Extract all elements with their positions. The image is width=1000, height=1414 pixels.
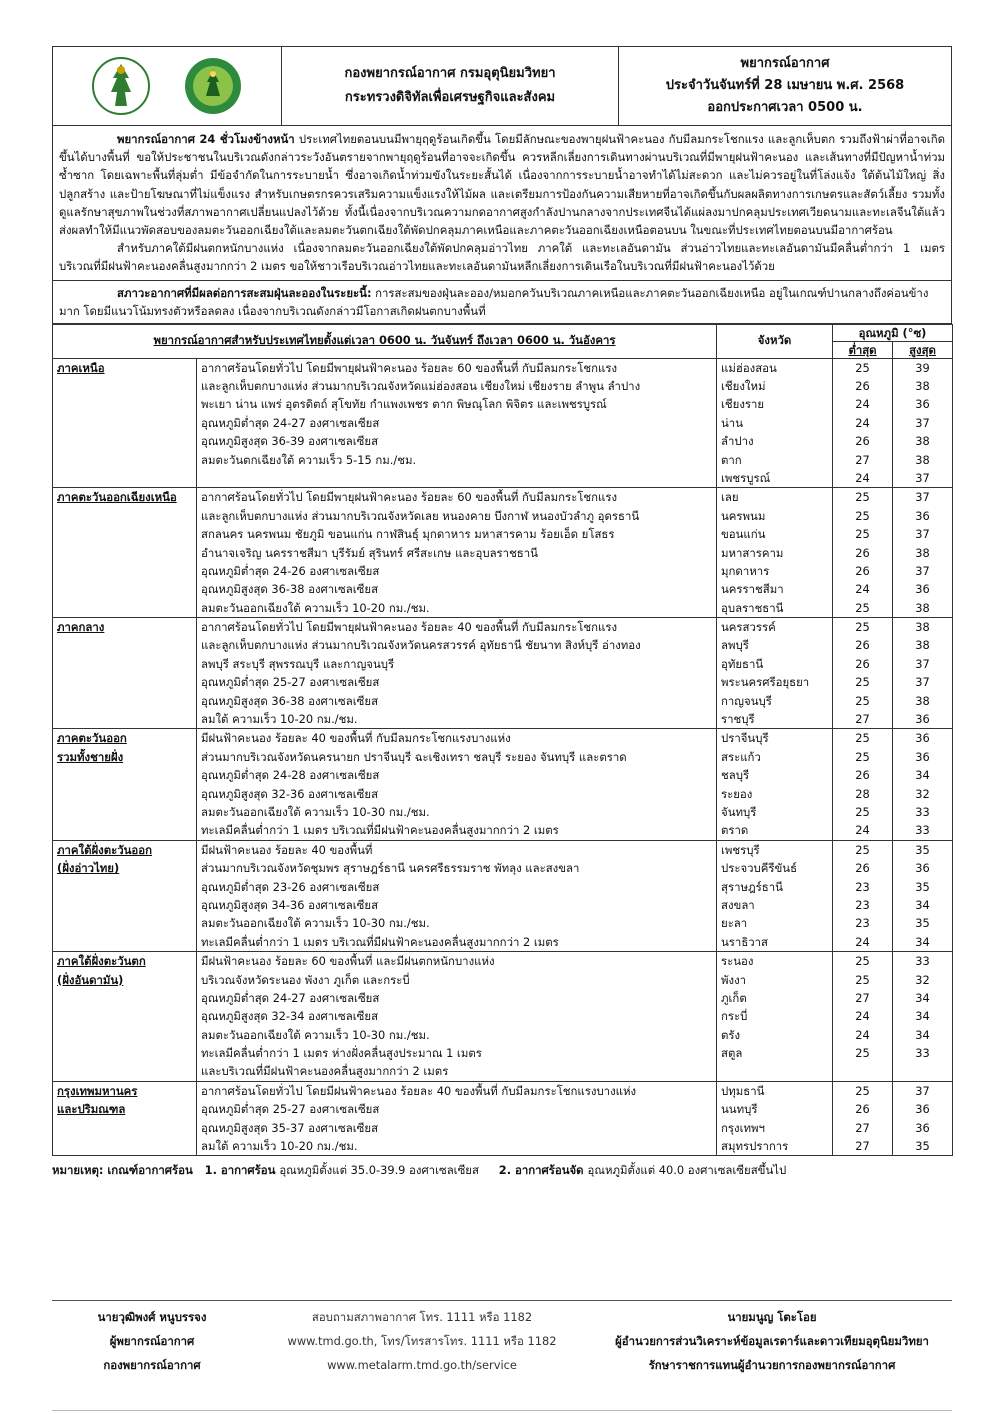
region-name-line: ภาคตะวันออก: [57, 731, 127, 746]
min-temp-list-cell: 23: [855, 879, 870, 894]
province-list-cell: พังงา: [721, 972, 747, 987]
min-temp-list-cell: 27: [855, 990, 870, 1005]
min-temp-list-cell: 26: [855, 638, 870, 653]
min-temp-list-cell: 25: [855, 972, 870, 987]
max-temp-list-cell: 35: [915, 879, 930, 894]
min-temp-list-cell: 26: [855, 1102, 870, 1117]
max-temp-list-cell: 36: [915, 1102, 930, 1117]
province-list-cell: จันทบุรี: [721, 805, 757, 819]
min-temp-list-cell: 26: [855, 768, 870, 783]
max-temp-list-cell: 36: [915, 508, 930, 523]
max-temp-list-cell: 33: [915, 823, 930, 838]
region-name: [53, 952, 197, 1082]
table-heading: พยากรณ์อากาศสำหรับประเทศไทยตั้งแต่เวลา 0600 น. วันจันทร์ ถึงเวลา 0600 น. วันอังคาร: [53, 324, 717, 358]
province-list-cell: มหาสารคาม: [721, 545, 784, 560]
max-temp-list: [893, 488, 953, 618]
min-temp-list: [833, 840, 893, 951]
min-temp-list-cell: 24: [855, 823, 870, 838]
province-list-cell: สระแก้ว: [721, 749, 761, 764]
min-temp-list-cell: 25: [855, 805, 870, 819]
max-temp-list-cell: 37: [915, 527, 930, 542]
summary-text: ประเทศไทยตอนบนมีพายุฤดูร้อนเกิดขึ้น โดยมีลักษณะของพายุฝนฟ้าคะนอง กับมีลมกระโชกแรง และลูกเห็บตก รวมถึงฟ้าผ่าที่อาจเกิดขึ้นได้บางพื้นที่ ขอให้ประชาชนในบริเวณดังกล่าวระวังอันตรายจากพายุฤดูร้อนที่อาจจะเกิดขึ้น ควรหลีกเลี่ยงการเดินทางผ่านบริเวณที่มีพายุฝนฟ้าคะนอง และเส้นทางที่มีปัญหาน้ำท่วมซ้ำซาก โดยเฉพาะพื้นที่ลุ่มต่ำ มีข้อจำกัดในการระบายน้ำ ซึ่งอาจเกิดน้ำท่วมขังในระยะสั้นได้ เนื่องจากการระบายน้ำอาจทำได้ไม่สะดวก และไม่ควรอยู่ในที่โล่งแจ้ง ใต้ต้นไม้ใหญ่ สิ่งปลูกสร้าง และป้ายโฆษณาที่ไม่แข็งแรง สำหรับเกษตรกรควรเสริมความแข็งแรงให้ไม้ผล และเตรียมการป้องกันความเสียหายที่อาจเกิดขึ้นกับผลผลิตทางการเกษตรและสัตว์เลี้ยง รวมทั้งดูแลรักษาสุขภาพในช่วงที่สภาพอากาศเปลี่ยนแปลงไว้ด้วย ทั้งนี้เนื่องจากบริเวณความกดอากาศสูงกำลังปานกลางจากประเทศจีนได้แผ่ลงมาปกคลุมประเทศเวียดนามและทะเลจีนใต้แล้ว ส่งผลทำให้มีแนวพัดสอบของลมตะวันออกเฉียงใต้และลมตะวันตกเฉียงใต้พัดปกคลุมภาคเหนือและภาคตะวันออกเฉียงเหนือตอนบน ในขณะที่ประเทศไทยตอนบนมีอากาศร้อน: [59, 132, 945, 238]
min-temp-list-cell: 25: [855, 693, 870, 708]
province-list-cell: ตาก: [721, 452, 742, 467]
note-lead: หมายเหตุ: เกณฑ์อากาศร้อน: [52, 1163, 193, 1178]
province-list: [717, 618, 833, 729]
province-list-cell: กรุงเทพฯ: [721, 1120, 765, 1135]
forecaster-division: กองพยากรณ์อากาศ: [103, 1358, 201, 1372]
min-temp-list-cell: 24: [855, 1009, 870, 1024]
forecast-line: [201, 469, 712, 487]
min-temp-list: [833, 1081, 893, 1156]
forecast-line: และลูกเห็บตกบางแห่ง ส่วนมากบริเวณจังหวัดนครสวรรค์ อุทัยธานี ชัยนาท สิงห์บุรี อ่างทอง: [201, 638, 641, 653]
province-list-cell: นครสวรรค์: [721, 620, 776, 635]
region-name-line: (ฝั่งอันดามัน): [57, 972, 124, 987]
note-c1-text: อุณหภูมิตั้งแต่ 35.0-39.9 องศาเซลเซียส: [279, 1163, 479, 1178]
max-temp-list-cell: 38: [915, 452, 930, 467]
forecast-line: อุณหภูมิต่ำสุด 24-27 องศาเซลเซียส: [201, 415, 380, 430]
province-list-cell: ลพบุรี: [721, 638, 749, 653]
max-temp-list-cell: 36: [915, 731, 930, 746]
forecast-line: ลพบุรี สระบุรี สุพรรณบุรี และกาญจนบุรี: [201, 656, 395, 671]
dust-lead: สภาวะอากาศที่มีผลต่อการสะสมฝุ่นละอองในระยะนี้:: [117, 285, 372, 300]
region-forecast: [197, 618, 717, 729]
max-temp-list-cell: 36: [915, 397, 930, 412]
max-temp-list-cell: 34: [915, 1027, 930, 1042]
max-temp-list-cell: 33: [915, 954, 930, 969]
max-temp-list-cell: 37: [915, 1083, 930, 1098]
min-temp-list: [833, 729, 893, 840]
min-temp-list-cell: 23: [855, 916, 870, 931]
forecast-line: อากาศร้อนโดยทั่วไป โดยมีฝนฟ้าคะนอง ร้อยละ 40 ของพื้นที่ กับมีลมกระโชกแรงบางแห่ง: [201, 1083, 637, 1098]
min-temp-list-cell: 25: [855, 360, 870, 375]
region-row: [53, 952, 953, 1082]
province-list: [717, 840, 833, 951]
province-list-cell: สงขลา: [721, 897, 755, 912]
forecast-line: อุณหภูมิต่ำสุด 24-28 องศาเซลเซียส: [201, 768, 380, 783]
min-temp-list-cell: 24: [855, 582, 870, 597]
province-list-cell: มุกดาหาร: [721, 563, 770, 578]
min-temp-list: [833, 358, 893, 488]
min-temp-list: [833, 488, 893, 618]
doc-date: ประจำวันจันทร์ที่ 28 เมษายน พ.ศ. 2568: [665, 78, 905, 93]
director-name: นายมนูญ โตะโอย: [727, 1310, 817, 1324]
min-temp-list: [833, 952, 893, 1082]
forecast-line: อุณหภูมิต่ำสุด 25-27 องศาเซลเซียส: [201, 1102, 380, 1117]
title-block: [619, 47, 951, 125]
max-temp-list: [893, 618, 953, 729]
province-list-cell: กระบี่: [721, 1009, 748, 1024]
min-temp-list-cell: 26: [855, 379, 870, 394]
province-list: [717, 358, 833, 488]
region-forecast: [197, 952, 717, 1082]
min-temp-list-cell: 26: [855, 434, 870, 449]
bottom-rule: [52, 1410, 952, 1411]
province-list-cell: ตราด: [721, 823, 749, 838]
region-forecast: [197, 840, 717, 951]
table-body: [53, 358, 953, 1156]
min-temp-list: [833, 618, 893, 729]
max-temp-list-cell: 36: [915, 861, 930, 876]
max-temp-list-cell: 36: [915, 712, 930, 727]
note-c2-label: 2. อากาศร้อนจัด: [498, 1163, 584, 1178]
summary-para1: [59, 130, 945, 239]
max-temp-list-cell: 36: [915, 582, 930, 597]
max-temp-list: [893, 840, 953, 951]
max-temp-list-cell: 34: [915, 897, 930, 912]
max-temp-list-cell: 37: [915, 563, 930, 578]
region-name: [53, 729, 197, 840]
province-list-cell: [721, 1062, 828, 1080]
forecast-line: อุณหภูมิสูงสุด 32-34 องศาเซลเซียส: [201, 1009, 379, 1024]
footer: [52, 1300, 952, 1377]
forecast-line: อุณหภูมิต่ำสุด 25-27 องศาเซลเซียส: [201, 675, 380, 690]
max-temp-list-cell: 38: [915, 545, 930, 560]
max-temp-list-cell: 33: [915, 1046, 930, 1061]
region-row: [53, 840, 953, 951]
region-name-line: กรุงเทพมหานคร: [57, 1083, 138, 1098]
province-list-cell: สมุทรปราการ: [721, 1139, 789, 1154]
max-temp-list-cell: 38: [915, 434, 930, 449]
min-temp-list-cell: 25: [855, 527, 870, 542]
col-temp: อุณหภูมิ (°ซ): [833, 324, 953, 341]
region-name: [53, 1081, 197, 1156]
note-c1-label: 1. อากาศร้อน: [204, 1163, 276, 1178]
min-temp-list-cell: 25: [855, 1046, 870, 1061]
province-list: [717, 488, 833, 618]
min-temp-list-cell: 25: [855, 508, 870, 523]
min-temp-list-cell: 25: [855, 490, 870, 505]
table-header-row: [53, 324, 953, 341]
province-list-cell: นครราชสีมา: [721, 582, 784, 597]
province-list-cell: ปราจีนบุรี: [721, 731, 769, 746]
max-temp-list-cell: 37: [915, 675, 930, 690]
province-list-cell: นนทบุรี: [721, 1102, 758, 1117]
province-list-cell: ยะลา: [721, 916, 748, 931]
forecast-line: อุณหภูมิต่ำสุด 24-26 องศาเซลเซียส: [201, 563, 380, 578]
province-list-cell: สตูล: [721, 1046, 743, 1061]
province-list-cell: ตรัง: [721, 1027, 741, 1042]
forecast-line: ส่วนมากบริเวณจังหวัดชุมพร สุราษฎร์ธานี นครศรีธรรมราช พัทลุง และสงขลา: [201, 861, 580, 876]
min-temp-list-cell: 25: [855, 749, 870, 764]
province-list-cell: สุราษฎร์ธานี: [721, 879, 783, 894]
max-temp-list-cell: 34: [915, 990, 930, 1005]
min-temp-list-cell: 25: [855, 731, 870, 746]
province-list-cell: ชลบุรี: [721, 768, 750, 783]
min-temp-list-cell: 23: [855, 897, 870, 912]
max-temp-list: [893, 952, 953, 1082]
province-list-cell: ภูเก็ต: [721, 990, 747, 1005]
doc-title: พยากรณ์อากาศ: [740, 56, 830, 71]
province-list-cell: ระนอง: [721, 954, 754, 969]
province-list: [717, 952, 833, 1082]
max-temp-list-cell: 35: [915, 1139, 930, 1154]
dust-text: การสะสมของฝุ่นละออง/หมอกควันบริเวณภาคเหนือและภาคตะวันออกเฉียงเหนือ อยู่ในเกณฑ์ปานกลางถึงค่อนข้างมาก โดยมีแนวโน้มทรงตัวหรือลดลง เนื่องจากบริเวณดังกล่าวมีโอกาสเกิดฝนตกบางพื้นที่: [59, 285, 929, 318]
director-acting-role: รักษาราชการแทนผู้อำนวยการกองพยากรณ์อากาศ: [648, 1358, 896, 1372]
min-temp-list-cell: 25: [855, 954, 870, 969]
min-temp-list-cell: 25: [855, 620, 870, 635]
region-row: [53, 488, 953, 618]
min-temp-list-cell: 24: [855, 415, 870, 430]
min-temp-list-cell: 24: [855, 397, 870, 412]
max-temp-list-cell: 36: [915, 749, 930, 764]
province-list-cell: นราธิวาส: [721, 934, 769, 949]
region-name: [53, 840, 197, 951]
min-temp-list-cell: 26: [855, 656, 870, 671]
forecast-line: สกลนคร นครพนม ชัยภูมิ ขอนแก่น กาฬสินธุ์ มุกดาหาร มหาสารคาม ร้อยเอ็ด ยโสธร: [201, 527, 615, 542]
max-temp-list-cell: 33: [915, 805, 930, 819]
region-name-line: (ฝั่งอ่าวไทย): [57, 861, 120, 876]
max-temp-list-cell: 39: [915, 360, 930, 375]
region-forecast: [197, 358, 717, 488]
director-role: ผู้อำนวยการส่วนวิเคราะห์ข้อมูลเรดาร์และดาวเทียมอุตุนิยมวิทยา: [615, 1334, 929, 1348]
forecast-line: มีฝนฟ้าคะนอง ร้อยละ 40 ของพื้นที่ กับมีลมกระโชกแรงบางแห่ง: [201, 731, 511, 746]
region-name-line: ภาคกลาง: [57, 620, 105, 635]
col-province: จังหวัด: [717, 324, 833, 358]
contact-website[interactable]: www.tmd.go.th, โทร/โทรสารโทร. 1111 หรือ 1182: [287, 1334, 557, 1348]
province-list-cell: อุทัยธานี: [721, 656, 764, 671]
region-forecast: [197, 1081, 717, 1156]
region-forecast: [197, 488, 717, 618]
max-temp-list-cell: 37: [915, 656, 930, 671]
forecast-line: และลูกเห็บตกบางแห่ง ส่วนมากบริเวณจังหวัดแม่ฮ่องสอน เชียงใหม่ เชียงราย ลำพูน ลำปาง: [201, 379, 641, 394]
region-row: [53, 729, 953, 840]
forecaster-role: ผู้พยากรณ์อากาศ: [109, 1334, 195, 1348]
col-max: สูงสุด: [893, 341, 953, 358]
province-list-cell: อุบลราชธานี: [721, 600, 784, 615]
forecast-line: อุณหภูมิสูงสุด 36-38 องศาเซลเซียส: [201, 582, 379, 597]
forecast-table: [52, 324, 953, 1157]
region-name-line: และปริมณฑล: [57, 1102, 126, 1117]
province-list-cell: กาญจนบุรี: [721, 693, 772, 708]
forecast-line: มีฝนฟ้าคะนอง ร้อยละ 40 ของพื้นที่: [201, 842, 373, 857]
forecast-line: ลมตะวันออกเฉียงใต้ ความเร็ว 10-20 กม./ชม.: [201, 600, 430, 615]
org-line2: กระทรวงดิจิทัลเพื่อเศรษฐกิจและสังคม: [344, 90, 556, 105]
region-name-line: รวมทั้งชายฝั่ง: [57, 749, 124, 764]
note: [52, 1162, 952, 1180]
province-list-cell: เลย: [721, 490, 739, 505]
forecast-line: ลมใต้ ความเร็ว 10-20 กม./ชม.: [201, 1139, 358, 1154]
forecast-line: บริเวณจังหวัดระนอง พังงา ภูเก็ต และกระบี่: [201, 972, 410, 987]
forecast-line: อุณหภูมิต่ำสุด 23-26 องศาเซลเซียส: [201, 879, 380, 894]
province-list-cell: ประจวบคีรีขันธ์: [721, 861, 798, 876]
min-temp-list-cell: 25: [855, 600, 870, 615]
forecast-line: ลมตะวันออกเฉียงใต้ ความเร็ว 10-30 กม./ชม.: [201, 1027, 430, 1042]
max-temp-list-cell: [893, 1062, 952, 1080]
min-temp-list-cell: 25: [855, 842, 870, 857]
footer-contact: [252, 1305, 592, 1377]
note-c2-text: อุณหภูมิตั้งแต่ 40.0 องศาเซลเซียสขึ้นไป: [587, 1163, 787, 1178]
max-temp-list-cell: 37: [915, 470, 930, 485]
min-temp-list-cell: 27: [855, 712, 870, 727]
region-name-line: ภาคเหนือ: [57, 360, 105, 375]
region-name: [53, 618, 197, 729]
summary: [52, 126, 952, 281]
forecast-line: ทะเลมีคลื่นต่ำกว่า 1 เมตร บริเวณที่มีฝนฟ้าคะนองคลื่นสูงมากกว่า 2 เมตร: [201, 934, 559, 949]
max-temp-list-cell: 32: [915, 786, 930, 801]
max-temp-list: [893, 729, 953, 840]
min-temp-list-cell: 24: [855, 470, 870, 485]
max-temp-list-cell: 38: [915, 600, 930, 615]
min-temp-list-cell: 28: [855, 786, 870, 801]
province-list-cell: น่าน: [721, 415, 743, 430]
min-temp-list-cell: 27: [855, 1139, 870, 1154]
region-name-line: ภาคใต้ฝั่งตะวันออก: [57, 842, 152, 857]
region-forecast: [197, 729, 717, 840]
forecast-line: อุณหภูมิต่ำสุด 24-27 องศาเซลเซียส: [201, 990, 380, 1005]
org-block: [282, 47, 619, 125]
min-temp-list-cell: 26: [855, 545, 870, 560]
region-name-line: ภาคตะวันออกเฉียงเหนือ: [57, 490, 177, 505]
province-list-cell: ราชบุรี: [721, 712, 755, 727]
province-list-cell: เชียงใหม่: [721, 379, 766, 394]
forecast-line: อุณหภูมิสูงสุด 35-37 องศาเซลเซียส: [201, 1120, 379, 1135]
summary-para2: สำหรับภาคใต้มีฝนตกหนักบางแห่ง เนื่องจากลมตะวันออกเฉียงใต้พัดปกคลุมอ่าวไทย ภาคใต้ และทะเลอันดามัน ส่วนอ่าวไทยและทะเลอันดามันมีคลื่นต่ำกว่า 1 เมตร บริเวณที่มีฝนฟ้าคะนองคลื่นสูงมากกว่า 2 เมตร ขอให้ชาวเรือบริเวณอ่าวไทยและทะเลอันดามันหลีกเลี่ยงการเดินเรือในบริเวณที่มีฝนฟ้าคะนองไว้ด้วย: [59, 241, 945, 274]
max-temp-list-cell: 36: [915, 1120, 930, 1135]
forecast-line: มีฝนฟ้าคะนอง ร้อยละ 60 ของพื้นที่ และมีฝนตกหนักบางแห่ง: [201, 954, 495, 969]
region-name-line: ภาคใต้ฝั่งตะวันตก: [57, 954, 146, 969]
forecast-line: และบริเวณที่มีฝนฟ้าคะนองคลื่นสูงมากกว่า 2 เมตร: [201, 1064, 449, 1079]
forecast-line: อากาศร้อนโดยทั่วไป โดยมีพายุฝนฟ้าคะนอง ร้อยละ 40 ของพื้นที่ กับมีลมกระโชกแรง: [201, 620, 618, 635]
max-temp-list: [893, 358, 953, 488]
forecast-line: ทะเลมีคลื่นต่ำกว่า 1 เมตร บริเวณที่มีฝนฟ้าคะนองคลื่นสูงมากกว่า 2 เมตร: [201, 823, 559, 838]
max-temp-list: [893, 1081, 953, 1156]
contact-phone: สอบถามสภาพอากาศ โทร. 1111 หรือ 1182: [311, 1310, 533, 1324]
forecast-line: อากาศร้อนโดยทั่วไป โดยมีพายุฝนฟ้าคะนอง ร้อยละ 60 ของพื้นที่ กับมีลมกระโชกแรง: [201, 490, 618, 505]
min-temp-list-cell: 26: [855, 861, 870, 876]
forecast-line: อุณหภูมิสูงสุด 36-38 องศาเซลเซียส: [201, 693, 379, 708]
max-temp-list-cell: 32: [915, 972, 930, 987]
logo-area: [53, 47, 282, 125]
province-list-cell: แม่ฮ่องสอน: [721, 360, 777, 375]
header: [52, 46, 952, 126]
tmd-logo: [182, 55, 244, 117]
forecast-line: อุณหภูมิสูงสุด 34-36 องศาเซลเซียส: [201, 897, 379, 912]
min-temp-list-cell: 27: [855, 1120, 870, 1135]
max-temp-list-cell: 35: [915, 842, 930, 857]
forecast-line: และลูกเห็บตกบางแห่ง ส่วนมากบริเวณจังหวัดเลย หนองคาย บึงกาฬ หนองบัวลำภู อุดรธานี: [201, 508, 640, 523]
forecast-line: ทะเลมีคลื่นต่ำกว่า 1 เมตร ห่างฝั่งคลื่นสูงประมาณ 1 เมตร: [201, 1046, 482, 1061]
province-list-cell: เชียงราย: [721, 397, 765, 412]
max-temp-list-cell: 37: [915, 415, 930, 430]
province-list-cell: ระยอง: [721, 786, 753, 801]
dust-para: [59, 284, 945, 320]
doc-issued: ออกประกาศเวลา 0500 น.: [707, 100, 863, 115]
region-row: [53, 358, 953, 488]
org-line1: กองพยากรณ์อากาศ กรมอุตุนิยมวิทยา: [344, 66, 556, 81]
footer-director: [592, 1305, 952, 1377]
max-temp-list-cell: 35: [915, 916, 930, 931]
forecast-line: อุณหภูมิสูงสุด 36-39 องศาเซลเซียส: [201, 434, 379, 449]
dust-section: [52, 281, 952, 324]
region-row: [53, 618, 953, 729]
region-row: [53, 1081, 953, 1156]
region-name: [53, 358, 197, 488]
max-temp-list-cell: 38: [915, 379, 930, 394]
forecast-line: อำนาจเจริญ นครราชสีมา บุรีรัมย์ สุรินทร์ ศรีสะเกษ และอุบลราชธานี: [201, 545, 538, 560]
province-list: [717, 1081, 833, 1156]
forecast-line: อากาศร้อนโดยทั่วไป โดยมีพายุฝนฟ้าคะนอง ร้อยละ 60 ของพื้นที่ กับมีลมกระโชกแรง: [201, 360, 618, 375]
forecast-line: ลมตะวันออกเฉียงใต้ ความเร็ว 10-30 กม./ชม.: [201, 916, 430, 931]
max-temp-list-cell: 38: [915, 638, 930, 653]
max-temp-list-cell: 34: [915, 768, 930, 783]
forecast-line: ส่วนมากบริเวณจังหวัดนครนายก ปราจีนบุรี ฉะเชิงเทรา ชลบุรี ระยอง จันทบุรี และตราด: [201, 749, 627, 764]
min-temp-list-cell: [833, 1062, 892, 1080]
forecast-line: พะเยา น่าน แพร่ อุตรดิตถ์ สุโขทัย กำแพงเพชร ตาก พิษณุโลก พิจิตร และเพชรบูรณ์: [201, 397, 607, 412]
min-temp-list-cell: 27: [855, 452, 870, 467]
contact-service-link[interactable]: www.metalarm.tmd.go.th/service: [327, 1358, 517, 1372]
forecast-line: ลมตะวันตกเฉียงใต้ ความเร็ว 5-15 กม./ชม.: [201, 452, 417, 467]
forecaster-name: นายวุฒิพงศ์ หนูบรรจง: [97, 1310, 207, 1324]
col-min: ต่ำสุด: [833, 341, 893, 358]
footer-forecaster: [52, 1305, 252, 1377]
province-list-cell: พระนครศรีอยุธยา: [721, 675, 810, 690]
min-temp-list-cell: 24: [855, 934, 870, 949]
province-list-cell: เพชรบูรณ์: [721, 470, 771, 485]
province-list-cell: เพชรบุรี: [721, 842, 760, 857]
province-list-cell: ลำปาง: [721, 434, 754, 449]
min-temp-list-cell: 26: [855, 563, 870, 578]
summary-lead: พยากรณ์อากาศ 24 ชั่วโมงข้างหน้า: [117, 132, 295, 146]
max-temp-list-cell: 34: [915, 934, 930, 949]
region-name: [53, 488, 197, 618]
max-temp-list-cell: 37: [915, 490, 930, 505]
forecast-document: [52, 46, 952, 1180]
forecast-line: ลมตะวันออกเฉียงใต้ ความเร็ว 10-30 กม./ชม.: [201, 805, 430, 819]
province-list-cell: ขอนแก่น: [721, 527, 766, 542]
province-list-cell: นครพนม: [721, 508, 766, 523]
province-list-cell: ปทุมธานี: [721, 1083, 765, 1098]
min-temp-list-cell: 25: [855, 1083, 870, 1098]
max-temp-list-cell: 38: [915, 620, 930, 635]
province-list: [717, 729, 833, 840]
min-temp-list-cell: 25: [855, 675, 870, 690]
max-temp-list-cell: 38: [915, 693, 930, 708]
forecast-line: ลมใต้ ความเร็ว 10-20 กม./ชม.: [201, 712, 358, 727]
max-temp-list-cell: 34: [915, 1009, 930, 1024]
ministry-logo: [90, 55, 152, 117]
forecast-line: อุณหภูมิสูงสุด 32-36 องศาเซลเซียส: [201, 786, 379, 801]
min-temp-list-cell: 24: [855, 1027, 870, 1042]
